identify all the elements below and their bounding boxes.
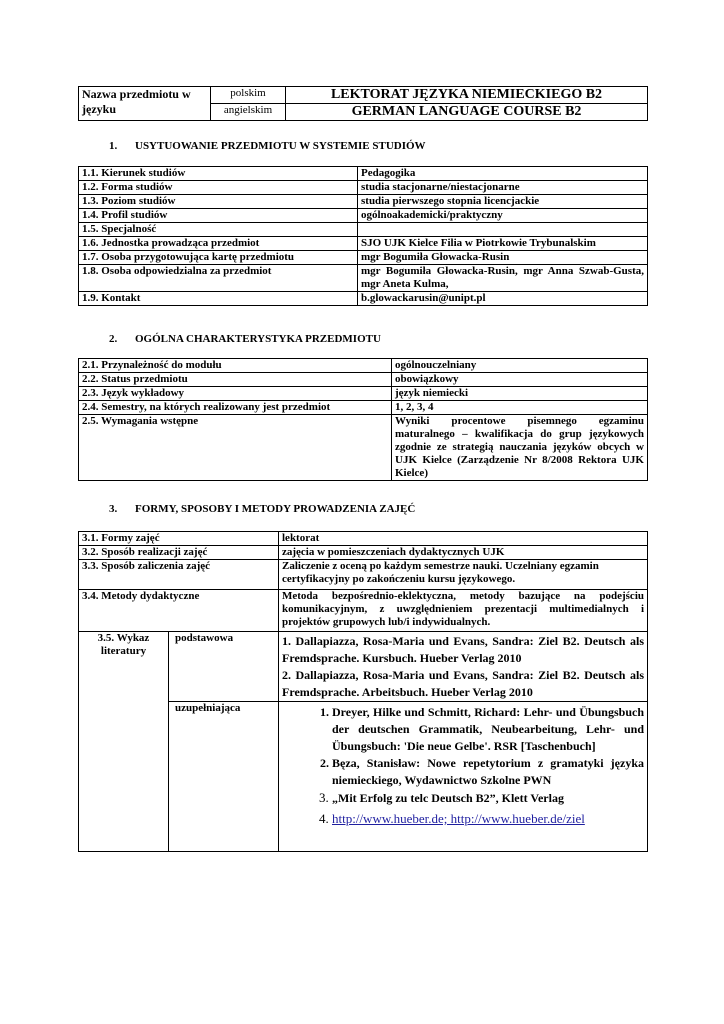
row-value: język niemiecki [392,387,648,401]
table-row [79,359,648,373]
section-1-table [78,166,648,306]
table-row [79,590,648,632]
literature-label-line-1: 3.5. Wykaz [97,632,150,644]
row-value [358,223,648,237]
section-3-number: 3. [109,503,118,515]
basic-literature-item: 1. Dallapiazza, Rosa-Maria und Evans, Sandra: Ziel B2. Deutsch als Fremdsprache. Kursbuch. Hueber Verlag 2010 [282,634,644,665]
language-english-label: angielskim [211,104,286,121]
table-row [79,251,648,265]
row-value: b.glowackarusin@unipt.pl [358,292,648,306]
section-2-heading [109,332,381,346]
section-3-title: FORMY, SPOSOBY I METODY PROWADZENIA ZAJĘĆ [135,503,416,515]
table-row [79,560,648,590]
row-value: ogólnouczelniany [392,359,648,373]
row-label: 1.3. Poziom studiów [79,195,358,209]
supplementary-literature-item [332,810,644,827]
section-3-table [78,531,648,852]
table-row [79,401,648,415]
table-row [79,237,648,251]
language-polish-label: polskim [211,87,286,104]
row-label: 2.5. Wymagania wstępne [79,415,392,481]
row-label: 1.2. Forma studiów [79,181,358,195]
row-value: Wyniki procentowe pisemnego egzaminu maturalnego – kwalifikacja do grup językowych zgodnie ze strategią nauczania języków obcych w UJK Kielce (Zarządzenie Nr 8/2008 Rektora UJK Kielce) [392,415,648,481]
row-value: mgr Bogumiła Głowacka-Rusin [358,251,648,265]
table-row [79,387,648,401]
row-label: 1.8. Osoba odpowiedzialna za przedmiot [79,265,358,292]
row-label: 1.5. Specjalność [79,223,358,237]
row-value: SJO UJK Kielce Filia w Piotrkowie Trybunalskim [358,237,648,251]
course-name-table [78,86,648,121]
supplementary-literature-item: 2. Bęza, Stanisław: Nowe repetytorium z gramatyki języka niemieckiego, Wydawnictwo Szkolne PWN [332,755,644,789]
supplementary-literature-ol [282,704,644,827]
row-value: Metoda bezpośrednio-eklektyczna, metody bazujące na podejściu komunikacyjnym, z uwzględnieniem prezentacji multimedialnych i projektów grupowych lub/i indywidualnych. [279,590,648,632]
section-2-table [78,358,648,481]
supplementary-literature-item: 1. Dreyer, Hilke und Schmitt, Richard: Lehr- und Übungsbuch der deutschen Grammatik, Neubearbeitung, Lehr- und Übungsbuch: 'Die neue Gelbe'. RSR [Taschenbuch] [332,704,644,755]
supplementary-literature-item [332,789,644,807]
row-label: 3.1. Formy zajęć [79,532,279,546]
literature-label-line-2: literatury [100,645,147,657]
row-value: ogólnoakademicki/praktyczny [358,209,648,223]
row-label: 3.2. Sposób realizacji zajęć [79,546,279,560]
table-row [79,209,648,223]
section-2-title: OGÓLNA CHARAKTERYSTYKA PRZEDMIOTU [135,333,381,345]
section-1-heading [109,139,426,153]
klett-title: „Mit Erfolg zu telc Deutsch B2”, Klett Verlag [332,791,564,805]
section-1-title: USYTUOWANIE PRZEDMIOTU W SYSTEMIE STUDIÓW [135,140,426,152]
row-value: Zaliczenie z oceną po każdym semestrze nauki. Uczelniany egzamin certyfikacyjny po zakończeniu kursu językowego. [279,560,648,590]
row-label: 2.4. Semestry, na których realizowany jest przedmiot [79,401,392,415]
row-label: 1.6. Jednostka prowadząca przedmiot [79,237,358,251]
row-value: studia stacjonarne/niestacjonarne [358,181,648,195]
table-row [79,292,648,306]
section-2-number: 2. [109,333,118,345]
section-3-heading [109,502,415,516]
row-label: 1.1. Kierunek studiów [79,167,358,181]
row-label: 2.1. Przynależność do modułu [79,359,392,373]
supplementary-literature-list [279,702,648,852]
supplementary-literature-label: uzupełniająca [169,702,279,852]
table-row [79,223,648,237]
row-value: zajęcia w pomieszczeniach dydaktycznych UJK [279,546,648,560]
row-value: obowiązkowy [392,373,648,387]
row-value: 1, 2, 3, 4 [392,401,648,415]
table-row [79,167,648,181]
row-value: studia pierwszego stopnia licencjackie [358,195,648,209]
table-row [79,373,648,387]
row-label: 2.3. Język wykładowy [79,387,392,401]
table-row [79,415,648,481]
row-label: 1.7. Osoba przygotowująca kartę przedmiotu [79,251,358,265]
row-value: lektorat [279,532,648,546]
course-name-label: Nazwa przedmiotu w języku [79,87,211,121]
basic-literature-item: 2. Dallapiazza, Rosa-Maria und Evans, Sandra: Ziel B2. Deutsch als Fremdsprache. Arbeitsbuch. Hueber Verlag 2010 [282,668,644,699]
row-label: 1.9. Kontakt [79,292,358,306]
section-1-number: 1. [109,140,118,152]
hueber-link[interactable]: http://www.hueber.de; http://www.hueber.de/ziel [332,811,585,826]
table-row [79,532,648,546]
course-title-polish: LEKTORAT JĘZYKA NIEMIECKIEGO B2 [286,87,648,104]
basic-literature-list [279,632,648,702]
row-label: 2.2. Status przedmiotu [79,373,392,387]
row-value: Pedagogika [358,167,648,181]
row-value: mgr Bogumiła Głowacka-Rusin, mgr Anna Szwab-Gusta, mgr Aneta Kulma, [358,265,648,292]
basic-literature-label: podstawowa [169,632,279,702]
course-title-english: GERMAN LANGUAGE COURSE B2 [286,104,648,121]
row-label: 3.3. Sposób zaliczenia zajęć [79,560,279,590]
table-row [79,195,648,209]
table-row [79,265,648,292]
row-label: 3.4. Metody dydaktyczne [79,590,279,632]
literature-label [79,632,169,852]
table-row [79,181,648,195]
table-row [79,546,648,560]
literature-row-basic [79,632,648,702]
row-label: 1.4. Profil studiów [79,209,358,223]
